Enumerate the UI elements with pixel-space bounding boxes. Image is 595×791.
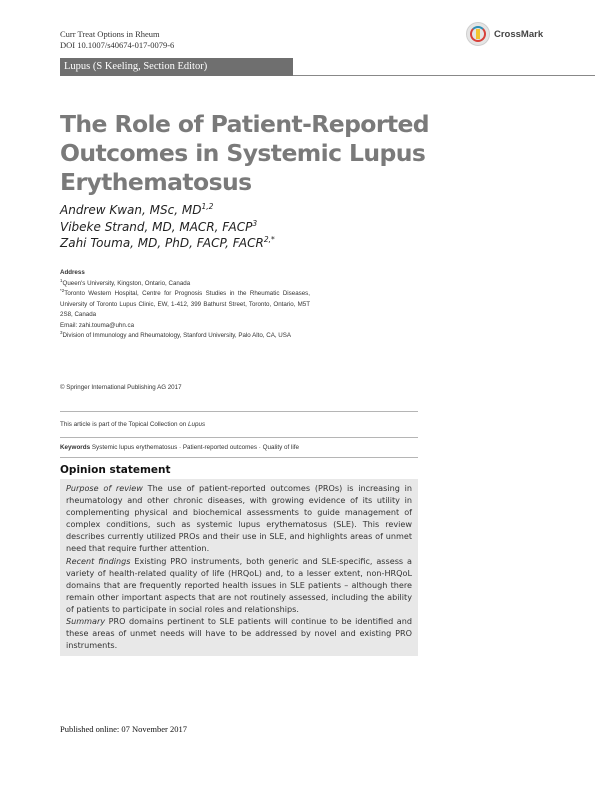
email-line[interactable]: Email: zahi.touma@uhn.ca [60, 321, 135, 329]
keywords-text: Systemic lupus erythematosus · Patient-reported outcomes · Quality of life [91, 444, 300, 451]
divider [60, 457, 418, 458]
collection-link[interactable]: Lupus [187, 421, 206, 428]
address-line: $^{*2}$Toronto Western Hospital, Centre for Prognosis Studies in the Rheumatic Diseases, University of Toronto Lupus Clinic, EW, 1-412, 399 Bathurst Street, Toronto, Ontario, M5T 2S8, Canada [60, 287, 310, 318]
divider [60, 437, 418, 438]
topical-collection: This article is part of the Topical Collection on Lupus [60, 421, 206, 428]
section-rule [293, 75, 595, 76]
keywords-label: Keywords [60, 444, 91, 451]
address-line: $^1$Queen's University, Kingston, Ontario, Canada [60, 277, 191, 287]
crossmark-icon [466, 22, 490, 46]
opinion-heading: Opinion statement [60, 464, 171, 476]
crossmark-badge[interactable] [466, 20, 546, 48]
crossmark-label: CrossMark [494, 28, 544, 40]
address-block [60, 268, 310, 342]
journal-header [60, 29, 174, 51]
doi: DOI 10.1007/s40674-017-0079-6 [60, 40, 175, 50]
keywords [60, 444, 299, 451]
copyright: © Springer International Publishing AG 2017 [60, 384, 182, 391]
article-title: The Role of Patient-Reported Outcomes in Systemic Lupus Erythematosus [60, 110, 430, 196]
divider [60, 411, 418, 412]
address-line: $^3$Division of Immunology and Rheumatology, Stanford University, Palo Alto, CA, USA [60, 329, 291, 339]
author-list [60, 202, 420, 252]
author: Zahi Touma, MD, PhD, FACP, $FACR^{2,*}$ [60, 235, 275, 250]
opinion-paragraph: Purpose of review The use of patient-reported outcomes (PROs) is increasing in rheumatology and other chronic diseases, with growing evidence of its utility in complementing physical and biochemical assessments to guide management of complex conditions, such as systemic lupus erythematosus (SLE). This review describes currently utilized PROs and their use in SLE, and highlights areas of unmet need that require further attention. [66, 483, 412, 554]
opinion-statement [60, 479, 418, 656]
journal-name: Curr Treat Options in Rheum [60, 29, 160, 39]
opinion-paragraph: Summary PRO domains pertinent to SLE patients will continue to be identified and these areas of unmet needs will have to be addressed by novel and existing PRO instruments. [66, 616, 412, 651]
address-heading: Address [60, 269, 85, 276]
opinion-paragraph: Recent findings Existing PRO instruments, both generic and SLE-specific, assess a variety of health-related quality of life (HRQoL) and, to a lesser extent, non-HRQoL domains that are frequently reported health issues in SLE patients – although there remain other important aspects that are not routinely assessed, including the ability of patients to participate in social roles and relationships. [66, 555, 412, 614]
author: Andrew Kwan, MSc, MD$^{1,2}$ [60, 202, 214, 217]
section-label: Lupus (S Keeling, Section Editor) [60, 58, 293, 76]
author: Vibeke Strand, MD, MACR, FACP$^3$ [60, 218, 258, 234]
published-date: Published online: 07 November 2017 [60, 724, 188, 734]
